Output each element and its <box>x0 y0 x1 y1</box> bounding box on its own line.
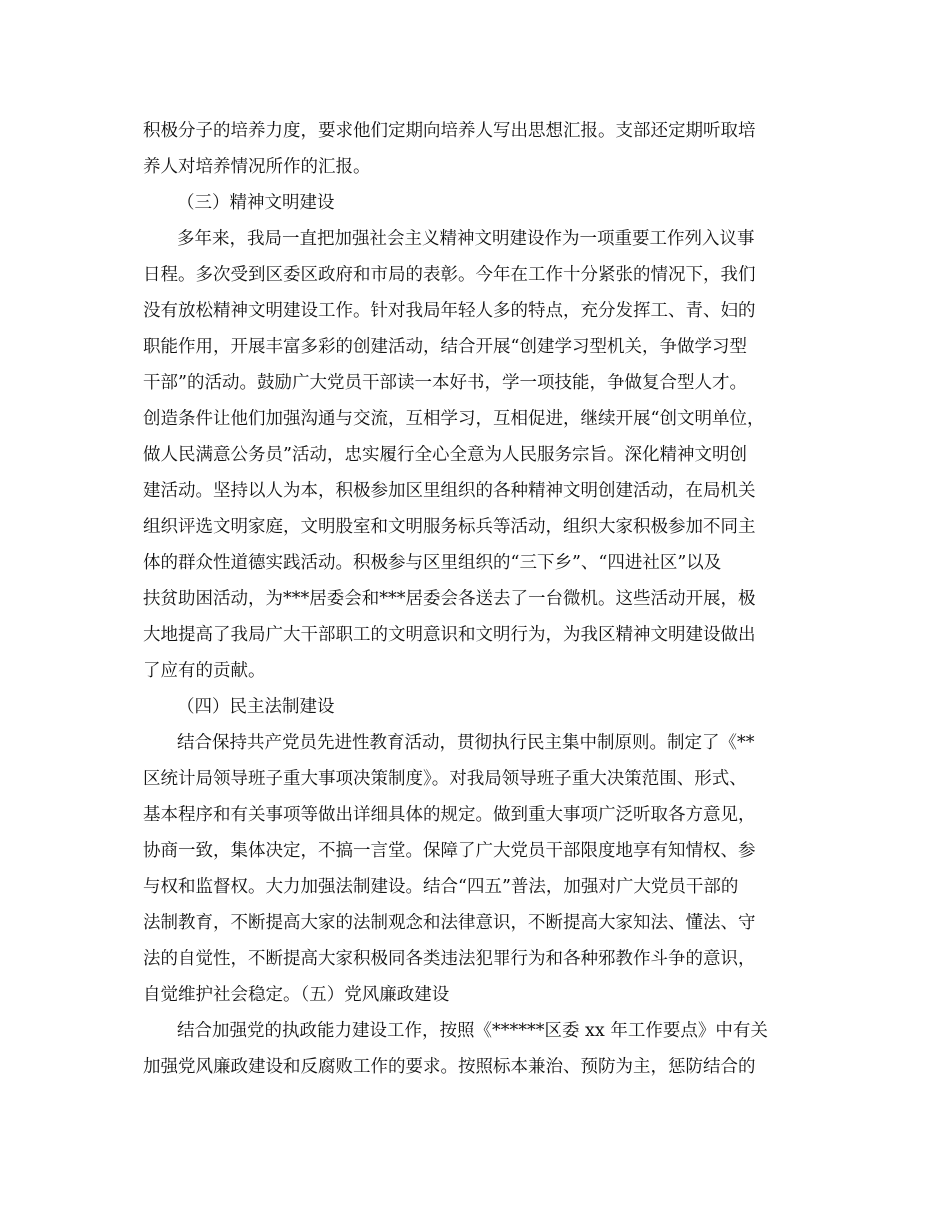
text-line: 法的自觉性，不断提高大家积极同各类违法犯罪行为和各种邪教作斗争的意识， <box>143 949 756 969</box>
paragraph-first-line: 结合加强党的执政能力建设工作，按照《******区委 xx 年工作要点》中有关 <box>177 1021 768 1041</box>
text-line: 日程。多次受到区委区政府和市局的表彰。今年在工作十分紧张的情况下，我们 <box>143 265 756 285</box>
text-line: 加强党风廉政建设和反腐败工作的要求。按照标本兼治、预防为主，惩防结合的 <box>143 1057 756 1077</box>
text-line: 协商一致，集体决定，不搞一言堂。保障了广大党员干部限度地享有知情权、参 <box>143 841 756 861</box>
section-heading: （三）精神文明建设 <box>177 193 335 213</box>
text-line: 建活动。坚持以人为本，积极参加区里组织的各种精神文明创建活动，在局机关 <box>143 481 756 501</box>
text-line: 法制教育，不断提高大家的法制观念和法律意识，不断提高大家知法、懂法、守 <box>143 913 756 933</box>
text-line: 没有放松精神文明建设工作。针对我局年轻人多的特点，充分发挥工、青、妇的 <box>143 301 756 321</box>
text-line: 职能作用，开展丰富多彩的创建活动，结合开展“创建学习型机关，争做学习型 <box>143 337 747 357</box>
text-line: 积极分子的培养力度，要求他们定期向培养人写出思想汇报。支部还定期听取培 <box>143 121 756 141</box>
text-line: 扶贫助困活动，为***居委会和***居委会各送去了一台微机。这些活动开展，极 <box>143 589 756 609</box>
text-line: 了应有的贡献。 <box>143 661 266 681</box>
paragraph-first-line: 结合保持共产党员先进性教育活动，贯彻执行民主集中制原则。制定了《** <box>177 733 755 753</box>
paragraph-first-line: 多年来，我局一直把加强社会主义精神文明建设作为一项重要工作列入议事 <box>177 229 755 249</box>
section-heading: （四）民主法制建设 <box>177 697 335 717</box>
text-line: 基本程序和有关事项等做出详细具体的规定。做到重大事项广泛听取各方意见， <box>143 805 756 825</box>
text-line: 自觉维护社会稳定。（五）党风廉政建设 <box>143 985 450 1005</box>
text-line: 创造条件让他们加强沟通与交流，互相学习，互相促进，继续开展“创文明单位， <box>143 409 765 429</box>
text-line: 干部”的活动。鼓励广大党员干部读一本好书，学一项技能，争做复合型人才。 <box>143 373 747 393</box>
text-line: 组织评选文明家庭，文明股室和文明服务标兵等活动，组织大家积极参加不同主 <box>143 517 756 537</box>
text-line: 大地提高了我局广大干部职工的文明意识和文明行为，为我区精神文明建设做出 <box>143 625 756 645</box>
text-line: 与权和监督权。大力加强法制建设。结合“四五”普法，加强对广大党员干部的 <box>143 877 739 897</box>
text-line: 区统计局领导班子重大事项决策制度》。对我局领导班子重大决策范围、形式、 <box>143 769 747 789</box>
text-line: 做人民满意公务员”活动，忠实履行全心全意为人民服务宗旨。深化精神文明创 <box>143 445 747 465</box>
text-line: 体的群众性道德实践活动。积极参与区里组织的“三下乡”、“四进社区”以及 <box>143 553 722 573</box>
text-line: 养人对培养情况所作的汇报。 <box>143 157 371 177</box>
